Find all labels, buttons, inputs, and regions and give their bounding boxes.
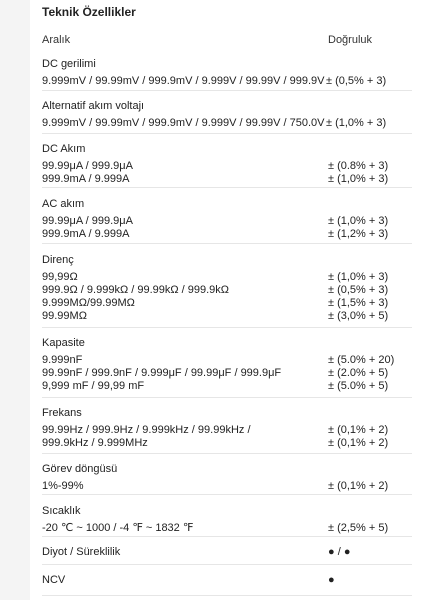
range-value: 999.9mA / 9.999A bbox=[42, 228, 130, 240]
spec-row bbox=[42, 160, 412, 173]
accuracy-value: ± (0,1% + 2) bbox=[328, 437, 389, 449]
section-title: Frekans bbox=[42, 407, 82, 419]
spec-section bbox=[42, 58, 412, 88]
accuracy-value: ± (2,5% + 5) bbox=[328, 522, 389, 534]
range-value: 99.99MΩ bbox=[42, 310, 87, 322]
section-title-row bbox=[42, 407, 412, 420]
spec-row bbox=[42, 367, 412, 380]
section-title: Alternatif akım voltajı bbox=[42, 100, 145, 112]
spec-row bbox=[42, 424, 412, 437]
section-divider bbox=[42, 327, 412, 328]
range-value: 99.99μA / 999.9μA bbox=[42, 215, 133, 227]
section-title: Kapasite bbox=[42, 337, 85, 349]
accuracy-value: ± (1,0% + 3) bbox=[328, 173, 389, 185]
accuracy-value: ± (1,2% + 3) bbox=[328, 228, 389, 240]
range-value: 99.99Hz / 999.9Hz / 9.999kHz / 99.99kHz / bbox=[42, 424, 251, 436]
section-divider bbox=[42, 397, 412, 398]
range-value: 99.99μA / 999.9μA bbox=[42, 160, 133, 172]
spec-section bbox=[42, 143, 412, 186]
range-value: 99.99nF / 999.9nF / 9.999μF / 99.99μF / 999.9μF bbox=[42, 367, 282, 379]
range-value: 9.999mV / 99.99mV / 999.9mV / 9.999V / 99.99V / 750.0V bbox=[42, 117, 325, 129]
range-value: 1%-99% bbox=[42, 480, 84, 492]
section-title: Direnç bbox=[42, 254, 74, 266]
spec-section bbox=[42, 337, 412, 393]
accuracy-value: ± (5.0% + 5) bbox=[328, 380, 389, 392]
accuracy-value: ± (1,0% + 3) bbox=[328, 215, 389, 227]
spec-section bbox=[42, 463, 412, 493]
section-title: DC Akım bbox=[42, 143, 86, 155]
section-divider bbox=[42, 536, 412, 537]
section-title-row bbox=[42, 143, 412, 156]
section-divider bbox=[42, 564, 412, 565]
spec-row bbox=[42, 271, 412, 284]
section-divider bbox=[42, 595, 412, 596]
spec-section bbox=[42, 574, 412, 587]
spec-row bbox=[42, 480, 412, 493]
section-title: Diyot / Süreklilik bbox=[42, 546, 121, 558]
accuracy-value: ± (5.0% + 20) bbox=[328, 354, 395, 366]
spec-row bbox=[42, 354, 412, 367]
section-title-row bbox=[42, 546, 412, 559]
spec-section bbox=[42, 546, 412, 559]
accuracy-value: ● / ● bbox=[328, 546, 351, 558]
range-value: 999.9kHz / 9.999MHz bbox=[42, 437, 148, 449]
accuracy-value: ± (0,5% + 3) bbox=[328, 284, 389, 296]
spec-section bbox=[42, 505, 412, 535]
spec-section bbox=[42, 407, 412, 450]
section-title: AC akım bbox=[42, 198, 85, 210]
spec-row bbox=[42, 284, 412, 297]
section-title-row bbox=[42, 198, 412, 211]
section-divider bbox=[42, 243, 412, 244]
range-value: -20 ℃ ~ 1000 / -4 ℉ ~ 1832 ℉ bbox=[42, 522, 194, 534]
section-title-row bbox=[42, 100, 412, 113]
section-title-row bbox=[42, 574, 412, 587]
section-divider bbox=[42, 90, 412, 91]
spec-row bbox=[42, 173, 412, 186]
page-title: Teknik Özellikler bbox=[42, 5, 136, 19]
accuracy-value: ± (1,0% + 3) bbox=[326, 117, 387, 129]
accuracy-value: ± (0.8% + 3) bbox=[328, 160, 389, 172]
accuracy-value: ± (1,0% + 3) bbox=[328, 271, 389, 283]
header-accuracy: Doğruluk bbox=[328, 34, 373, 46]
section-title-row bbox=[42, 505, 412, 518]
accuracy-value: ± (0,1% + 2) bbox=[328, 480, 389, 492]
accuracy-value: ± (3,0% + 5) bbox=[328, 310, 389, 322]
accuracy-value: ± (2.0% + 5) bbox=[328, 367, 389, 379]
section-title: Görev döngüsü bbox=[42, 463, 118, 475]
spec-row bbox=[42, 297, 412, 310]
accuracy-value: ● bbox=[328, 574, 335, 586]
range-value: 9.999MΩ/99.99MΩ bbox=[42, 297, 135, 309]
section-title-row bbox=[42, 58, 412, 71]
range-value: 9.999mV / 99.99mV / 999.9mV / 9.999V / 99.99V / 999.9V bbox=[42, 75, 325, 87]
section-title: NCV bbox=[42, 574, 66, 586]
range-value: 9.999nF bbox=[42, 354, 83, 366]
spec-row bbox=[42, 215, 412, 228]
section-title-row bbox=[42, 337, 412, 350]
spec-row bbox=[42, 228, 412, 241]
spec-row bbox=[42, 437, 412, 450]
section-divider bbox=[42, 187, 412, 188]
section-title-row bbox=[42, 254, 412, 267]
range-value: 99,99Ω bbox=[42, 271, 78, 283]
range-value: 999.9Ω / 9.999kΩ / 99.99kΩ / 999.9kΩ bbox=[42, 284, 230, 296]
spec-row bbox=[42, 522, 412, 535]
section-title: Sıcaklık bbox=[42, 505, 81, 517]
header-range: Aralık bbox=[42, 34, 71, 46]
range-value: 999.9mA / 9.999A bbox=[42, 173, 130, 185]
section-divider bbox=[42, 494, 412, 495]
spec-row bbox=[42, 75, 412, 88]
left-gutter bbox=[0, 0, 30, 600]
spec-section bbox=[42, 254, 412, 323]
spec-row bbox=[42, 310, 412, 323]
table-header bbox=[42, 34, 412, 46]
accuracy-value: ± (1,5% + 3) bbox=[328, 297, 389, 309]
section-title-row bbox=[42, 463, 412, 476]
accuracy-value: ± (0,1% + 2) bbox=[328, 424, 389, 436]
section-title: DC gerilimi bbox=[42, 58, 96, 70]
spec-row bbox=[42, 117, 412, 130]
range-value: 9,999 mF / 99,99 mF bbox=[42, 380, 145, 392]
accuracy-value: ± (0,5% + 3) bbox=[326, 75, 387, 87]
section-divider bbox=[42, 453, 412, 454]
spec-section bbox=[42, 198, 412, 241]
section-divider bbox=[42, 133, 412, 134]
spec-row bbox=[42, 380, 412, 393]
spec-section bbox=[42, 100, 412, 130]
